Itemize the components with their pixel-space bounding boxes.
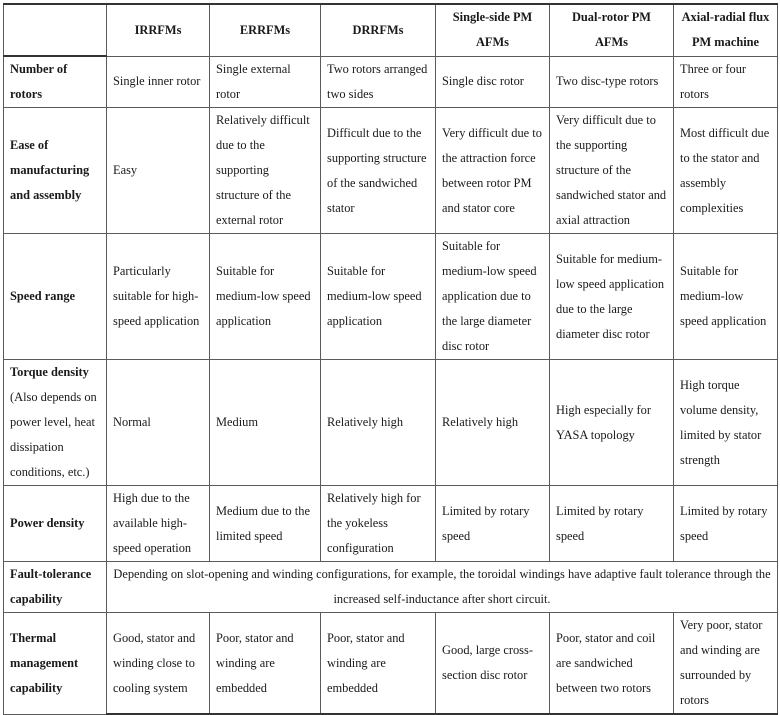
table-cell: Single inner rotor — [107, 56, 210, 108]
table-cell: Difficult due to the supporting structure of the sandwiched stator — [321, 108, 436, 234]
table-row — [4, 562, 778, 613]
row-label: Thermal management capability — [4, 613, 107, 715]
table-row — [4, 234, 778, 360]
table-cell: High due to the available high-speed operation — [107, 486, 210, 562]
table-cell: High torque volume density, limited by stator strength — [674, 360, 778, 486]
table-cell: Suitable for medium-low speed application due to the large diameter disc rotor — [436, 234, 550, 360]
table-cell: Poor, stator and coil are sandwiched between two rotors — [550, 613, 674, 715]
table-cell: Relatively high — [436, 360, 550, 486]
table-cell: Very difficult due to the supporting structure of the sandwiched stator and axial attraction — [550, 108, 674, 234]
row-label-main: Torque density — [10, 365, 89, 379]
table-cell: Very difficult due to the attraction force between rotor PM and stator core — [436, 108, 550, 234]
table-cell: Most difficult due to the stator and assembly complexities — [674, 108, 778, 234]
header-dual-rotor-afms: Dual-rotor PM AFMs — [550, 4, 674, 56]
table-cell: Relatively high for the yokeless configuration — [321, 486, 436, 562]
row-label: Speed range — [4, 234, 107, 360]
header-single-side-afms: Single-side PM AFMs — [436, 4, 550, 56]
table-cell: Three or four rotors — [674, 56, 778, 108]
header-axial-radial: Axial-radial flux PM machine — [674, 4, 778, 56]
table-cell: Good, stator and winding close to cooling system — [107, 613, 210, 715]
table-row — [4, 613, 778, 715]
table-cell: Single disc rotor — [436, 56, 550, 108]
table-cell: Relatively high — [321, 360, 436, 486]
table-cell: Easy — [107, 108, 210, 234]
table-cell: Poor, stator and winding are embedded — [210, 613, 321, 715]
table-cell: Limited by rotary speed — [550, 486, 674, 562]
header-irrfms: IRRFMs — [107, 4, 210, 56]
table-cell: Relatively difficult due to the supporting structure of the external rotor — [210, 108, 321, 234]
table-cell: High especially for YASA topology — [550, 360, 674, 486]
table-cell: Suitable for medium-low speed application — [321, 234, 436, 360]
row-label: Fault-tolerance capability — [4, 562, 107, 613]
table-row — [4, 108, 778, 234]
table-cell: Poor, stator and winding are embedded — [321, 613, 436, 715]
table-cell: Suitable for medium-low speed application — [210, 234, 321, 360]
table-cell: Medium — [210, 360, 321, 486]
header-drrfms: DRRFMs — [321, 4, 436, 56]
table-cell: Single external rotor — [210, 56, 321, 108]
header-corner — [4, 4, 107, 56]
comparison-table — [3, 3, 778, 715]
table-cell: Limited by rotary speed — [674, 486, 778, 562]
table-cell: Suitable for medium-low speed application — [674, 234, 778, 360]
table-cell: Suitable for medium-low speed application due to the large diameter disc rotor — [550, 234, 674, 360]
table-cell: Limited by rotary speed — [436, 486, 550, 562]
table-row — [4, 486, 778, 562]
table-row — [4, 56, 778, 108]
row-label: Ease of manufacturing and assembly — [4, 108, 107, 234]
table-cell: Normal — [107, 360, 210, 486]
table-row — [4, 360, 778, 486]
table-cell: Particularly suitable for high-speed application — [107, 234, 210, 360]
table-cell: Very poor, stator and winding are surrounded by rotors — [674, 613, 778, 715]
row-label-note: (Also depends on power level, heat dissipation conditions, etc.) — [10, 390, 97, 479]
row-label: Power density — [4, 486, 107, 562]
merged-cell: Depending on slot-opening and winding configurations, for example, the toroidal windings have adaptive fault tolerance through the increased self-inductance after short circuit. — [107, 562, 778, 613]
header-errfms: ERRFMs — [210, 4, 321, 56]
table-cell: Two rotors arranged two sides — [321, 56, 436, 108]
table-cell: Medium due to the limited speed — [210, 486, 321, 562]
table-cell: Good, large cross-section disc rotor — [436, 613, 550, 715]
row-label: Number of rotors — [4, 56, 107, 108]
header-row — [4, 4, 778, 56]
row-label — [4, 360, 107, 486]
table-cell: Two disc-type rotors — [550, 56, 674, 108]
